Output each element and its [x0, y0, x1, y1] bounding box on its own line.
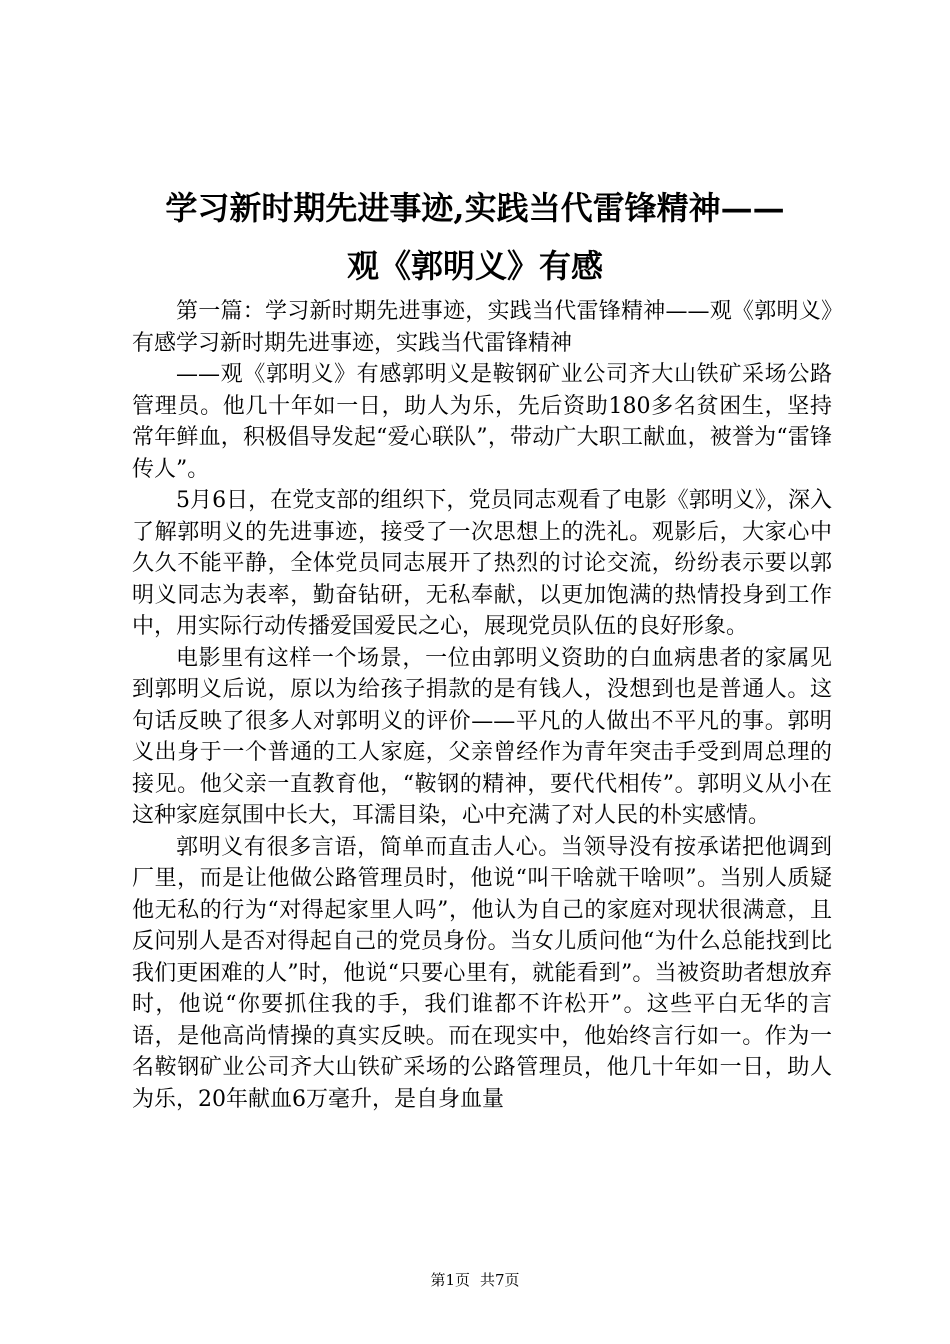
paragraph: 5月6日，在党支部的组织下，党员同志观看了电影《郭明义》，深入了解郭明义的先进事迹，接受了一次思想上的洗礼。观影后，大家心中久久不能平静，全体党员同志展开了热烈的讨论交流，纷纷表示要以郭明义同志为表率，勤奋钻研，无私奉献，以更加饱满的热情投身到工作中，用实际行动传播爱国爱民之心，展现党员队伍的良好形象。 [132, 488, 832, 639]
page-number-total: 共7页 [480, 1271, 520, 1289]
document-body [132, 296, 832, 1115]
paragraph: 郭明义有很多言语，简单而直击人心。当领导没有按承诺把他调到厂里，而是让他做公路管理员时，他说“叫干啥就干啥呗”。当别人质疑他无私的行为“对得起家里人吗”，他认为自己的家庭对现状很满意，且反问别人是否对得起自己的党员身份。当女儿质问他“为什么总能找到比我们更困难的人”时，他说“只要心里有，就能看到”。当被资助者想放弃时，他说“你要抓住我的手，我们谁都不许松开”。这些平白无华的言语，是他高尚情操的真实反映。而在现实中，他始终言行如一。作为一名鞍钢矿业公司齐大山铁矿采场的公路管理员，他几十年如一日，助人为乐，20年献血6万毫升，是自身血量 [132, 834, 832, 1112]
document-title-line-1: 学习新时期先进事迹,实践当代雷锋精神—— [165, 189, 785, 227]
page-number-current: 第1页 [430, 1271, 470, 1289]
paragraph: 电影里有这样一个场景，一位由郭明义资助的白血病患者的家属见到郭明义后说，原以为给孩子捐款的是有钱人，没想到也是普通人。这句话反映了很多人对郭明义的评价——平凡的人做出不平凡的事。郭明义出身于一个普通的工人家庭，父亲曾经作为青年突击手受到周总理的接见。他父亲一直教育他，“鞍钢的精神，要代代相传”。郭明义从小在这种家庭氛围中长大，耳濡目染，心中充满了对人民的朴实感情。 [132, 645, 832, 828]
document-title-line-2: 观《郭明义》有感 [346, 247, 603, 285]
page-footer [0, 1270, 950, 1290]
paragraph: ——观《郭明义》有感郭明义是鞍钢矿业公司齐大山铁矿采场公路管理员。他几十年如一日，助人为乐，先后资助180多名贫困生，坚持常年鲜血，积极倡导发起“爱心联队”，带动广大职工献血，被誉为“雷锋传人”。 [132, 362, 832, 482]
paragraph: 第一篇：学习新时期先进事迹，实践当代雷锋精神——观《郭明义》有感学习新时期先进事迹，实践当代雷锋精神 [132, 299, 832, 356]
